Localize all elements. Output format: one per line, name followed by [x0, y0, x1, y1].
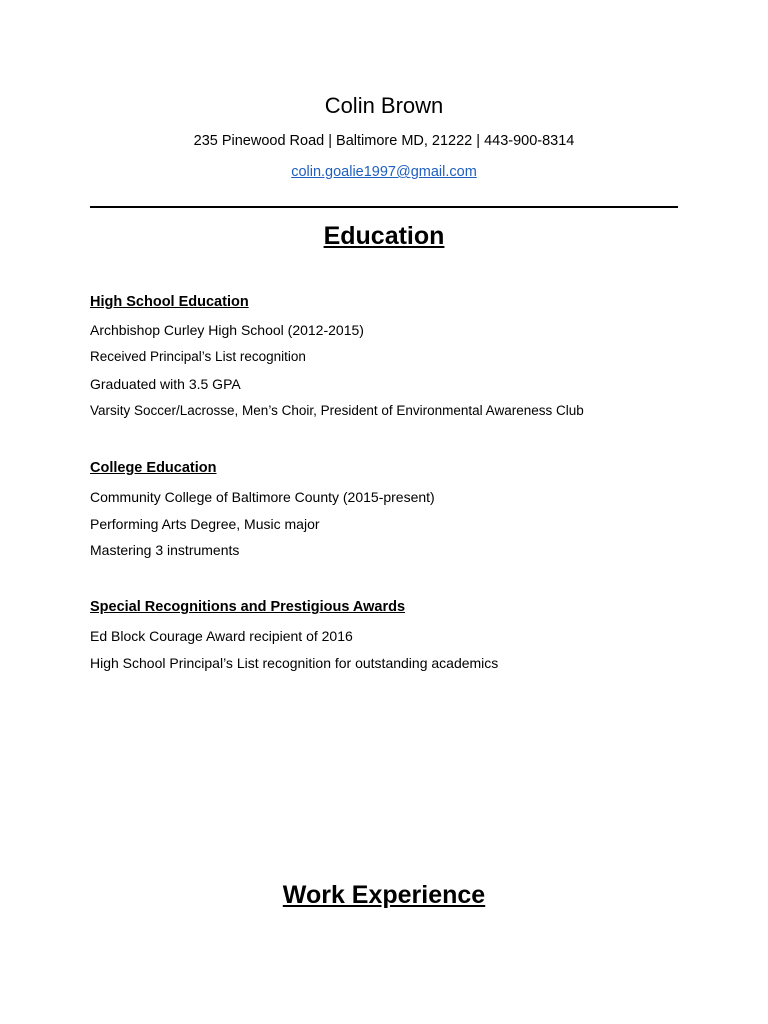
- work-experience-title: Work Experience: [282, 881, 486, 909]
- high-school-heading: High School Education: [90, 294, 249, 310]
- college-heading: College Education: [90, 460, 217, 476]
- college-line: Performing Arts Degree, Music major: [90, 516, 320, 532]
- high-school-line: Received Principal’s List recognition: [90, 349, 306, 364]
- education-title: Education: [323, 222, 445, 250]
- college-line: Mastering 3 instruments: [90, 542, 240, 558]
- awards-line: High School Principal’s List recognition for outstanding academics: [90, 655, 499, 671]
- header-divider: [90, 206, 678, 208]
- college-line: Community College of Baltimore County (2015-present): [90, 489, 435, 505]
- awards-heading: Special Recognitions and Prestigious Awards: [90, 599, 406, 615]
- email-line: [0, 162, 768, 182]
- high-school-line: Graduated with 3.5 GPA: [90, 376, 241, 392]
- resume-name: Colin Brown: [324, 93, 444, 118]
- email-link[interactable]: colin.goalie1997@gmail.com: [291, 164, 477, 180]
- high-school-line: Varsity Soccer/Lacrosse, Men’s Choir, President of Environmental Awareness Club: [90, 403, 584, 418]
- high-school-line: Archbishop Curley High School (2012-2015): [90, 322, 364, 338]
- contact-line: 235 Pinewood Road | Baltimore MD, 21222 | 443-900-8314: [193, 133, 575, 149]
- awards-line: Ed Block Courage Award recipient of 2016: [90, 628, 353, 644]
